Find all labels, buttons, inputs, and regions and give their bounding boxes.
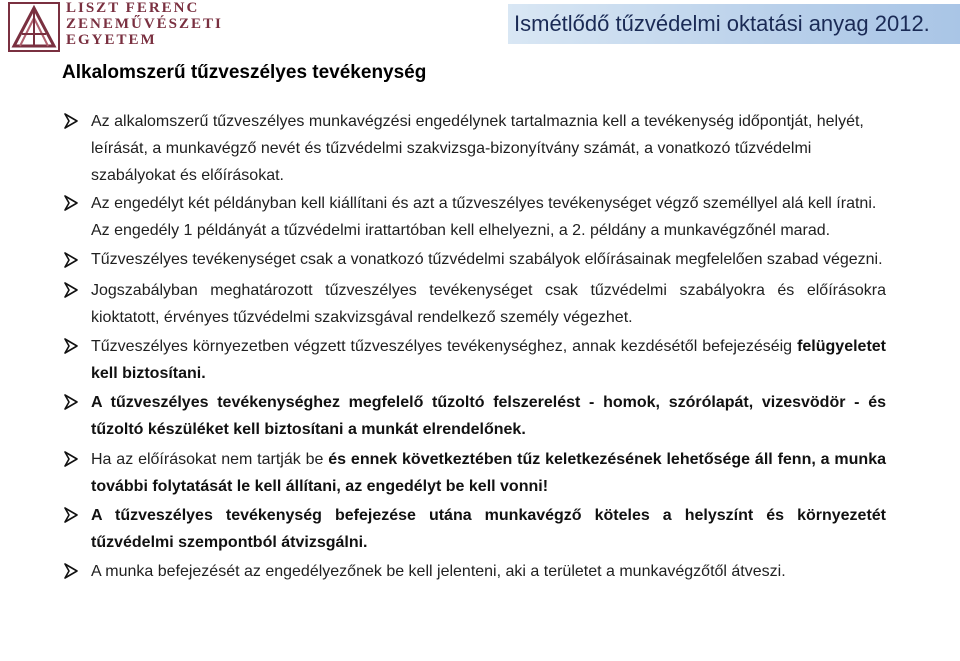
bullet-text: Jogszabályban meghatározott tűzveszélyes tevékenységet csak tűzvédelmi szabályokra és előírásokra kioktatott, érvényes tűzvédelmi szakvizsgával rendelkező személy végezhet. (91, 282, 886, 326)
list-item (62, 190, 886, 244)
arrow-bullet-icon (63, 507, 79, 523)
arrow-bullet-icon (63, 282, 79, 298)
banner-title: Ismétlődő tűzvédelmi oktatási anyag 2012. (514, 11, 930, 36)
list-item (62, 558, 886, 585)
bullet-text-bold: A tűzveszélyes tevékenységhez megfelelő tűzoltó felszerelést - homok, szórólapát, vizesvödör - és tűzoltó készüléket kell biztosítani a munkát elrendelőnek. (91, 394, 886, 438)
logo-line-3: EGYETEM (66, 32, 157, 48)
list-item (62, 247, 886, 273)
arrow-bullet-icon (63, 451, 79, 467)
arrow-bullet-icon (63, 195, 79, 211)
arrow-bullet-icon (63, 563, 79, 579)
arrow-bullet-icon (63, 113, 79, 129)
list-item (62, 389, 886, 443)
bullet-list (62, 108, 886, 585)
bullet-text: Tűzveszélyes tevékenységet csak a vonatkozó tűzvédelmi szabályok előírásainak megfelelően szabad végezni. (91, 251, 883, 268)
bullet-text-regular: Tűzveszélyes környezetben végzett tűzveszélyes tevékenységhez, annak kezdésétől befejezéséig (91, 338, 793, 355)
bullet-text (91, 333, 886, 387)
arrow-bullet-icon (63, 394, 79, 410)
logo-wordmark (66, 0, 223, 48)
bullet-text: Az engedélyt két példányban kell kiállítani és azt a tűzveszélyes tevékenységet végző személlyel alá kell íratni. Az engedély 1 példányát a tűzvédelmi irattartóban kell elhelyezni, a 2. példány a munkavégzőnél marad. (91, 195, 877, 239)
bullet-text: Az alkalomszerű tűzveszélyes munkavégzési engedélynek tartalmaznia kell a tevékenység időpontját, helyét, leírását, a munkavégző nevét és tűzvédelmi szakvizsga-bizonyítvány számát, a vonatkozó tűzvédelmi szabályokat és előírásokat. (91, 113, 864, 184)
logo-line-1: LISZT FERENC (66, 0, 200, 16)
slide-header (0, 0, 960, 56)
logo-line-2: ZENEMŰVÉSZETI (66, 16, 223, 32)
list-item (62, 446, 886, 500)
bullet-text: A munka befejezését az engedélyezőnek be kell jelenteni, aki a területet a munkavégzőtől átveszi. (91, 563, 786, 580)
lfze-logo-icon (8, 2, 60, 52)
title-banner (508, 4, 960, 44)
list-item (62, 333, 886, 387)
list-item (62, 502, 886, 556)
arrow-bullet-icon (63, 252, 79, 268)
list-item (62, 108, 886, 189)
bullet-text (91, 446, 886, 500)
arrow-bullet-icon (63, 338, 79, 354)
page-title: Alkalomszerű tűzveszélyes tevékenység (62, 62, 427, 83)
bullet-text-regular: Ha az előírásokat nem tartják be (91, 451, 324, 468)
bullet-text-bold: felügyeletet kell biztosítani. (91, 338, 886, 382)
bullet-text-bold: és ennek következtében tűz keletkezésének lehetősége áll fenn, a munka további folytatását le kell állítani, az engedélyt be kell vonni! (91, 451, 886, 495)
list-item (62, 277, 886, 331)
bullet-text-bold: A tűzveszélyes tevékenység befejezése utána munkavégző köteles a helyszínt és környezetét tűzvédelmi szempontból átvizsgálni. (91, 507, 886, 551)
